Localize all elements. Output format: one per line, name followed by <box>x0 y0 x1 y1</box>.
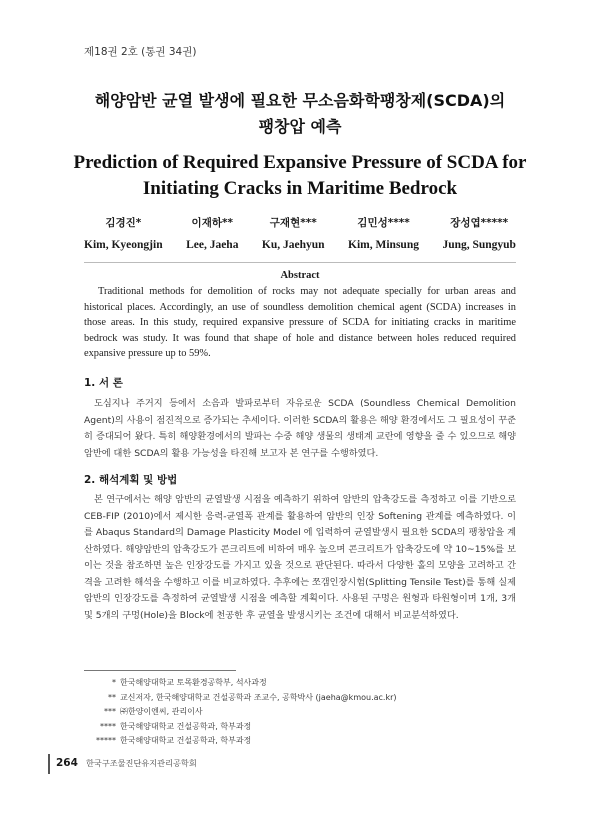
author-korean-name: 김민성**** <box>357 217 410 229</box>
footnote-text: 한국해양대학교 건설공학과, 학부과정 <box>120 721 252 731</box>
author-korean-name: 이재하** <box>191 217 233 229</box>
abstract-divider <box>84 262 516 263</box>
author <box>186 215 238 251</box>
author-english-name: Kim, Minsung <box>348 239 419 251</box>
footnote-marker: ** <box>108 692 116 702</box>
footnote-text: 한국해양대학교 건설공학과, 학부과정 <box>120 736 252 745</box>
author <box>348 215 419 251</box>
page-number-bar <box>48 754 50 774</box>
section-heading-methods: 2. 해석계획 및 방법 <box>84 474 178 486</box>
footnote <box>84 691 516 706</box>
korean-title <box>40 88 560 140</box>
section-body-introduction: 도심지나 주거지 등에서 소음과 발파로부터 자유로운 SCDA (Soundless Chemical Demolition Agent)의 사용이 점진적으로 증가되는 추세이다. 이러한 SCDA의 활용은 해양 환경에서도 그 필요성이 꾸준히 증대되어 왔다. 특히 해양환경에서의 발파는 수중 해양 생물의 생태계 교란에 영향을 줄 수 있으므로 해양암반에 대한 SCDA의 활용 가능성을 타진해 보고자 본 연구를 수행하였다. <box>84 398 516 459</box>
journal-issue-header: 제18권 2호 (통권 34권) <box>84 46 197 58</box>
page-number: 264 <box>56 757 78 769</box>
section-heading-introduction: 1. 서 론 <box>84 377 123 389</box>
footnote-text: ㈜한양이엔씨, 관리이사 <box>120 707 203 716</box>
footnote <box>84 676 516 691</box>
english-title-text: Prediction of Required Expansive Pressure of SCDA for Initiating Cracks in Maritime Bedrock <box>73 152 527 199</box>
abstract-body: Traditional methods for demolition of rocks may not adequate specially for urban areas and historical places. Accordingly, an use of soundless demolition chemical agent (SCDA) increases in those areas. In this study, required expansive pressure of SCDA for initiating cracks in maritime bedrock was study. It was found that shape of hole and distance between holes reduced required expansive pressure up to 59%. <box>84 286 516 360</box>
author-list <box>84 215 516 251</box>
footnote-marker: **** <box>100 721 116 731</box>
journal-name: 한국구조물진단유지관리공학회 <box>86 758 197 768</box>
author-korean-name: 구재현*** <box>269 217 317 229</box>
footnote-marker: *** <box>104 707 116 716</box>
footnote-divider <box>84 670 236 671</box>
section-body-methods: 본 연구에서는 해양 암반의 균열발생 시점을 예측하기 위하여 암반의 압축강도를 측정하고 이를 기반으로 CEB-FIP (2010)에서 제시한 응력-균열폭 관계를 활용하여 암반의 인장 Softening 관계를 예측하였다. 이를 Abaqus Standard의 Damage Plasticity Model 에 입력하여 균열발생시 필요한 SCDA의 팽창압을 계산하였다. 해양암반의 압축강도가 콘크리트에 비하여 매우 높으며 콘크리트가 압축강도에 약 10~15%를 보이는 것을 참조하면 높은 인장강도를 가지고 있을 것으로 판단된다. 따라서 다양한 홀의 모양을 고려하고 간격을 고려한 해석을 수행하고 이를 비교하였다. 추후에는 쪼갬인장시험(Splitting Tensile Test)를 통해 실제 암반의 인장강도를 측정하여 균열발생 시점을 예측할 계획이다. 사용된 구멍은 원형과 타원형이며 1개, 3개 및 5개의 구멍(Hole)을 Block에 천공한 후 균열을 발생시키는 조건에 대해서 비교분석하였다. <box>84 494 516 621</box>
author <box>84 215 163 251</box>
author-english-name: Ku, Jaehyun <box>261 239 325 251</box>
footnote <box>84 734 516 749</box>
author-english-name: Lee, Jaeha <box>186 239 239 251</box>
author-korean-name: 김경진* <box>105 217 142 229</box>
author <box>442 215 516 251</box>
footnote-marker: ***** <box>96 736 116 745</box>
footnote-text: 교신저자, 한국해양대학교 건설공학과 조교수, 공학박사 (jaeha@kmou.ac.kr) <box>120 692 397 702</box>
korean-title-text: 해양암반 균열 발생에 필요한 무소음화학팽창제(SCDA)의 팽창압 예측 <box>94 91 506 136</box>
author-korean-name: 장성엽***** <box>450 217 509 229</box>
abstract-heading: Abstract <box>280 270 320 281</box>
english-title <box>40 150 560 202</box>
author <box>262 215 325 251</box>
footnote-marker: * <box>112 678 116 687</box>
footnotes <box>84 676 516 749</box>
footnote <box>84 720 516 735</box>
author-english-name: Kim, Kyeongjin <box>84 239 163 251</box>
footnote <box>84 705 516 720</box>
author-english-name: Jung, Sungyub <box>442 239 516 251</box>
footnote-text: 한국해양대학교 토목환경공학부, 석사과정 <box>120 678 267 687</box>
